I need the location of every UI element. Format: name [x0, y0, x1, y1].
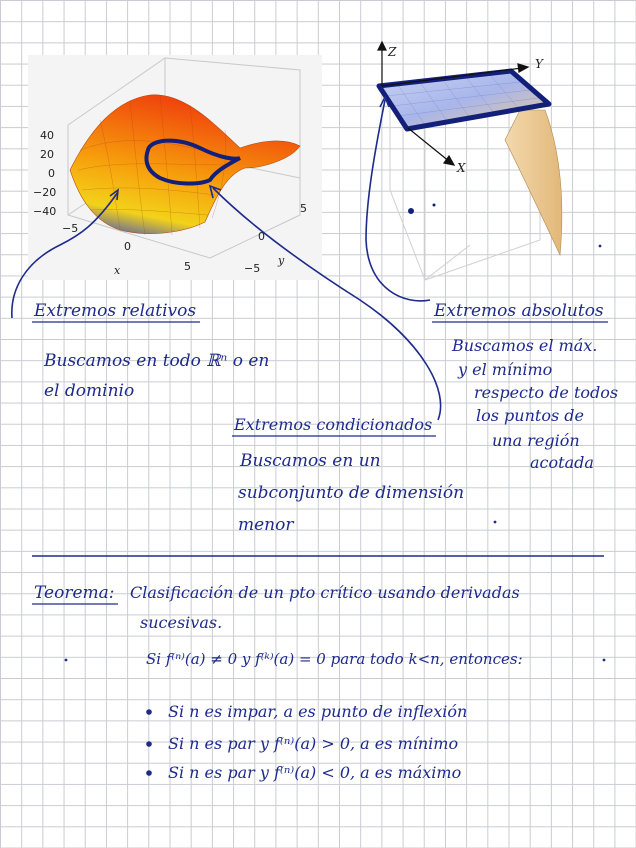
y-axis-label: y	[278, 254, 285, 267]
teorema-bullet: Si n es impar, a es punto de inflexión	[168, 702, 468, 721]
z-tick-label: 20	[40, 148, 54, 161]
relativos-title: Extremos relativos	[34, 301, 197, 321]
absolutos-title: Extremos absolutos	[434, 301, 604, 321]
z-arrow-icon	[378, 42, 386, 50]
relativos-text-line: Buscamos en todo ℝⁿ o en	[44, 351, 270, 371]
absolutos-text-line: una región	[492, 431, 580, 450]
bullet-dot	[146, 741, 152, 747]
notes-relativos	[32, 301, 269, 401]
teorema-label: Teorema:	[34, 583, 115, 603]
z-tick-label: 40	[40, 129, 54, 142]
condicionados-text-line: menor	[238, 515, 294, 535]
x-tick-label: −5	[62, 222, 79, 235]
x-tick-label: 0	[124, 240, 131, 253]
teorema-title: sucesivas.	[140, 613, 223, 632]
x-axis-label: x	[114, 264, 121, 277]
z-tick-label: 0	[48, 167, 55, 180]
teorema-section	[32, 583, 523, 782]
teorema-condition: Si f⁽ⁿ⁾(a) ≠ 0 y f⁽ᵏ⁾(a) = 0 para todo k<n, entonces:	[146, 650, 523, 668]
absolutos-text-line: Buscamos el máx.	[452, 336, 598, 355]
condicionados-text-line: Buscamos en un	[240, 451, 381, 471]
teorema-bullet: Si n es par y f⁽ⁿ⁾(a) > 0, a es mínimo	[168, 734, 459, 753]
arrow-absolutos	[366, 100, 430, 301]
teorema-bullet: Si n es par y f⁽ⁿ⁾(a) < 0, a es máximo	[168, 763, 462, 782]
notes-condicionados	[232, 415, 464, 535]
y-axis-label: Y	[535, 57, 543, 71]
z-axis-label: Z	[388, 45, 397, 59]
saddle-plot	[28, 55, 322, 280]
y-tick-label: 0	[258, 230, 265, 243]
region-plot	[378, 42, 562, 280]
absolutos-text-line: acotada	[530, 453, 594, 472]
surface-side	[505, 110, 562, 255]
y-tick-label: −5	[244, 262, 261, 275]
x-arrow-icon	[444, 156, 454, 165]
relativos-text-line: el dominio	[44, 381, 135, 401]
notes-absolutos	[432, 301, 618, 472]
z-tick-label: −40	[33, 205, 57, 218]
x-tick-label: 5	[184, 260, 191, 273]
bullet-dot	[146, 770, 152, 776]
absolutos-text-line: y el mínimo	[458, 360, 553, 379]
ink-dot	[433, 204, 436, 207]
condicionados-text-line: subconjunto de dimensión	[238, 483, 465, 503]
absolutos-text-line: respecto de todos	[474, 383, 619, 402]
bullet-dot	[146, 709, 152, 715]
x-axis-label: X	[457, 161, 466, 175]
y-arrow-icon	[518, 64, 528, 72]
teorema-title: Clasificación de un pto crítico usando derivadas	[130, 583, 520, 602]
condicionados-title: Extremos condicionados	[234, 415, 433, 434]
absolutos-text-line: los puntos de	[476, 406, 584, 425]
z-tick-label: −20	[33, 186, 57, 199]
point-marker	[408, 208, 414, 214]
y-tick-label: 5	[300, 202, 307, 215]
